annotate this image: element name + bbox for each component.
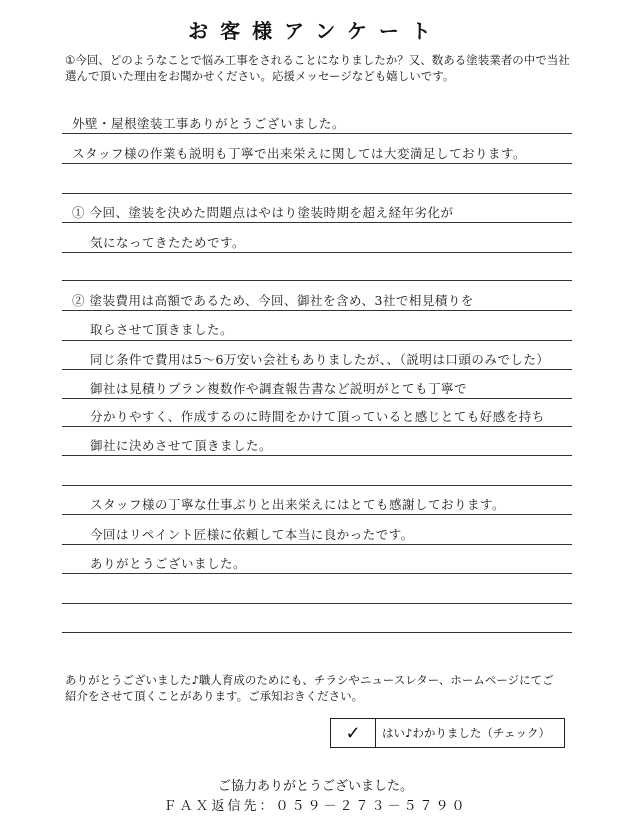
publication-notice: ありがとうございました♪職人育成のためにも、チラシやニュースレター、ホームページにてご紹介をさせて頂くことがあります。ご承知おきください。: [65, 673, 554, 703]
answer-rule: [62, 544, 572, 545]
answer-rule: [62, 603, 572, 604]
answer-line: ② 塗装費用は高額であるため、今回、御社を含め、3社で相見積りを: [72, 293, 474, 308]
survey-title: お客様アンケート: [188, 19, 443, 43]
answer-line: 取らさせて頂きました。: [90, 322, 234, 337]
answer-rule: [62, 573, 572, 574]
answer-rule: [62, 398, 572, 399]
consent-check-mark[interactable]: ✓: [331, 719, 376, 747]
answer-rule: [62, 632, 572, 633]
answer-rule: [62, 193, 572, 194]
answer-rule: [62, 280, 572, 281]
answer-line: 同じ条件で費用は5〜6万安い会社もありましたが、、（説明は口頭のみでした）: [90, 352, 550, 367]
answer-rule: [62, 369, 572, 370]
answer-line: 外壁・屋根塗装工事ありがとうございました。: [72, 116, 346, 131]
answer-rule: [62, 222, 572, 223]
answer-rule: [62, 485, 572, 486]
thanks-text: ご協力ありがとうございました。: [217, 779, 413, 794]
answer-rule: [62, 426, 572, 427]
answer-rule: [62, 514, 572, 515]
consent-label: はい♪わかりました（チェック）: [382, 726, 550, 740]
answer-line: 分かりやすく、作成するのに時間をかけて頂っていると感じとても好感を持ち: [90, 409, 545, 424]
answer-rule: [62, 163, 572, 164]
answer-line: 気になってきたためです。: [90, 235, 246, 250]
answer-rule: [62, 310, 572, 311]
answer-line: ありがとうございました。: [90, 556, 247, 571]
answer-line: 今回はリペイント匠様に依頼して本当に良かったです。: [90, 527, 414, 542]
answer-line: 御社は見積りプラン複数作や調査報告書など説明がとても丁寧で: [90, 381, 468, 396]
answer-rule: [62, 133, 572, 134]
answer-rule: [62, 455, 572, 456]
fax-number: ＦＡＸ返信先：０５９－２７３－５７９０: [163, 799, 468, 814]
answer-rule: [62, 252, 572, 253]
answer-line: スタッフ様の丁寧な仕事ぶりと出来栄えにはとても感謝しております。: [90, 497, 506, 512]
answer-rule: [62, 340, 572, 341]
answer-line: 御社に決めさせて頂きました。: [90, 438, 273, 453]
answer-line: スタッフ様の作業も説明も丁寧で出来栄えに関しては大変満足しております。: [72, 146, 527, 161]
answer-line: ① 今回、塗装を決めた問題点はやはり塗装時期を超え経年劣化が: [72, 205, 454, 220]
survey-question: ①今回、どのようなことで悩み工事をされることになりましたか？又、数ある塗装業者の中で当社選んで頂いた理由をお聞かせください。応援メッセージなども嬉しいです。: [65, 53, 570, 83]
consent-checkbox-row[interactable]: [330, 718, 565, 748]
